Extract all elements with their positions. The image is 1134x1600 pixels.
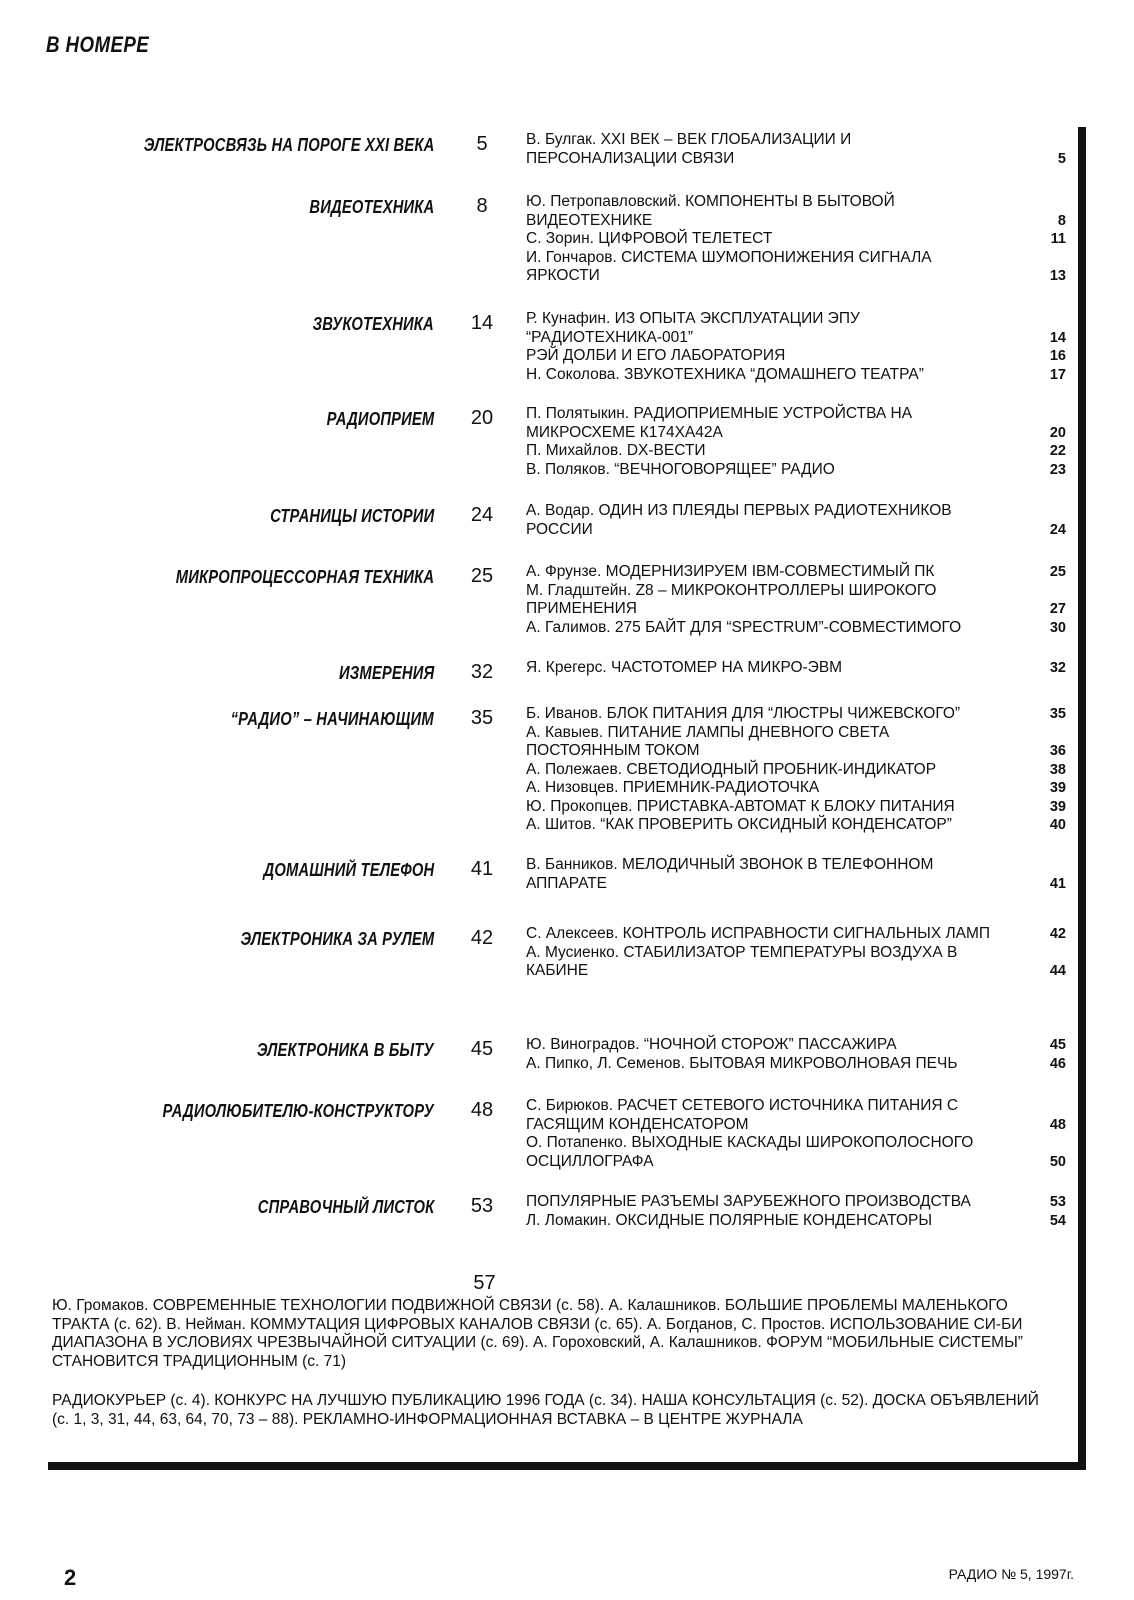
- section-title[interactable]: СТРАНИЦЫ ИСТОРИИ: [269, 506, 434, 526]
- article-title: В. Булгак. XXI ВЕК – ВЕК ГЛОБАЛИЗАЦИИ И ПЕРСОНАЛИЗАЦИИ СВЯЗИ: [526, 131, 852, 167]
- article-entry[interactable]: [526, 442, 1066, 461]
- article-list: [526, 193, 1066, 286]
- article-title: А. Водар. ОДИН ИЗ ПЛЕЯДЫ ПЕРВЫХ РАДИОТЕХНИКОВ РОССИИ: [526, 502, 952, 538]
- section-page-number: 14: [470, 312, 494, 334]
- article-title: П. Полятыкин. РАДИОПРИЕМНЫЕ УСТРОЙСТВА НА МИКРОСХЕМЕ К174ХА42А: [526, 405, 913, 441]
- article-entry[interactable]: [526, 405, 1066, 442]
- misc-rubrics-text: РАДИОКУРЬЕР (с. 4). КОНКУРС НА ЛУЧШУЮ ПУБЛИКАЦИЮ 1996 ГОДА (с. 34). НАША КОНСУЛЬТАЦИЯ (с. 52). ДОСКА ОБЪЯВЛЕНИЙ (с. 1, 3, 31, 44, 63, 64, 70, 73 – 88). РЕКЛАМНО-ИНФОРМАЦИОННАЯ ВСТАВКА – В ЦЕНТРЕ ЖУРНАЛА: [52, 1392, 1039, 1428]
- article-entry[interactable]: [526, 1055, 1066, 1074]
- article-entry[interactable]: [526, 798, 1066, 817]
- article-page-number: 36: [1049, 743, 1066, 759]
- article-page-number: 40: [1049, 817, 1066, 833]
- section-page-number: 41: [470, 858, 494, 880]
- article-entry[interactable]: [526, 1212, 1066, 1231]
- section-title[interactable]: ЭЛЕКТРОНИКА ЗА РУЛЕМ: [240, 929, 434, 949]
- article-page-number: 22: [1049, 443, 1066, 459]
- article-entry[interactable]: [526, 347, 1066, 366]
- article-title: А. Низовцев. ПРИЕМНИК-РАДИОТОЧКА: [526, 779, 820, 796]
- section-page-number: 53: [470, 1195, 494, 1217]
- article-title: С. Алексеев. КОНТРОЛЬ ИСПРАВНОСТИ СИГНАЛЬНЫХ ЛАМП: [526, 925, 991, 942]
- section-title[interactable]: “РАДИО” – НАЧИНАЮЩИМ: [230, 709, 434, 729]
- section-title[interactable]: ДОМАШНИЙ ТЕЛЕФОН: [263, 860, 434, 880]
- article-title: А. Шитов. “КАК ПРОВЕРИТЬ ОКСИДНЫЙ КОНДЕНСАТОР”: [526, 816, 952, 833]
- article-title: Н. Соколова. ЗВУКОТЕХНИКА “ДОМАШНЕГО ТЕАТРА”: [526, 365, 924, 383]
- issue-info: РАДИО № 5, 1997г.: [948, 1566, 1074, 1582]
- section-page-number: 45: [470, 1038, 494, 1060]
- article-entry[interactable]: [526, 944, 1066, 981]
- article-list: [526, 1097, 1066, 1171]
- article-page-number: 13: [1049, 268, 1066, 284]
- article-title: А. Пипко, Л. Семенов. БЫТОВАЯ МИКРОВОЛНОВАЯ ПЕЧЬ: [526, 1054, 958, 1072]
- section-title[interactable]: СПРАВОЧНЫЙ ЛИСТОК: [257, 1197, 434, 1217]
- extra-section-page-number: 57: [473, 1272, 496, 1294]
- article-list: [526, 1036, 1066, 1073]
- section-title[interactable]: РАДИОЛЮБИТЕЛЮ-КОНСТРУКТОРУ: [162, 1101, 434, 1121]
- article-title: А. Полежаев. СВЕТОДИОДНЫЙ ПРОБНИК-ИНДИКАТОР: [526, 760, 937, 778]
- section-title[interactable]: ЗВУКОТЕХНИКА: [312, 314, 434, 334]
- article-entry[interactable]: [526, 705, 1066, 724]
- article-list: [526, 563, 1066, 637]
- article-entry[interactable]: [526, 366, 1066, 385]
- article-page-number: 46: [1049, 1055, 1066, 1072]
- section-page-number: 48: [470, 1099, 494, 1121]
- section-title[interactable]: ЭЛЕКТРОСВЯЗЬ НА ПОРОГЕ XXI ВЕКА: [143, 135, 434, 155]
- article-title: Б. Иванов. БЛОК ПИТАНИЯ ДЛЯ “ЛЮСТРЫ ЧИЖЕВСКОГО”: [526, 705, 961, 722]
- article-title: А. Мусиенко. СТАБИЛИЗАТОР ТЕМПЕРАТУРЫ ВОЗДУХА В КАБИНЕ: [526, 943, 958, 979]
- article-page-number: 5: [1057, 150, 1066, 167]
- article-page-number: 27: [1049, 601, 1066, 617]
- section-page-number: 25: [470, 565, 494, 587]
- article-list: [526, 659, 1066, 678]
- article-list: [526, 405, 1066, 479]
- article-title: Ю. Петропавловский. КОМПОНЕНТЫ В БЫТОВОЙ ВИДЕОТЕХНИКЕ: [526, 193, 895, 229]
- section-page-number: 8: [476, 195, 488, 217]
- article-page-number: 30: [1049, 619, 1066, 636]
- section-page-number: 20: [470, 407, 494, 429]
- article-entry[interactable]: [526, 724, 1066, 761]
- article-page-number: 11: [1050, 231, 1066, 247]
- article-title: Л. Ломакин. ОКСИДНЫЕ ПОЛЯРНЫЕ КОНДЕНСАТОРЫ: [526, 1211, 933, 1229]
- article-title: А. Фрунзе. МОДЕРНИЗИРУЕМ IBM-СОВМЕСТИМЫЙ ПК: [526, 563, 935, 580]
- article-entry[interactable]: [526, 193, 1066, 230]
- section-title[interactable]: МИКРОПРОЦЕССОРНАЯ ТЕХНИКА: [175, 567, 434, 587]
- bottom-horizontal-rule: [48, 1462, 1086, 1470]
- article-title: И. Гончаров. СИСТЕМА ШУМОПОНИЖЕНИЯ СИГНАЛА ЯРКОСТИ: [526, 248, 932, 284]
- article-entry[interactable]: [526, 1097, 1066, 1134]
- article-entry[interactable]: [526, 925, 1066, 944]
- article-title: П. Михайлов. DX-ВЕСТИ: [526, 442, 706, 459]
- article-page-number: 42: [1049, 926, 1066, 942]
- article-entry[interactable]: [526, 659, 1066, 678]
- article-entry[interactable]: [526, 582, 1066, 619]
- article-entry[interactable]: [526, 230, 1066, 249]
- article-title: Р. Кунафин. ИЗ ОПЫТА ЭКСПЛУАТАЦИИ ЭПУ “РАДИОТЕХНИКА-001”: [526, 310, 860, 346]
- article-page-number: 39: [1049, 798, 1066, 815]
- article-title: В. Поляков. “ВЕЧНОГОВОРЯЩЕЕ” РАДИО: [526, 460, 835, 478]
- article-entry[interactable]: [526, 779, 1066, 798]
- article-title: Ю. Прокопцев. ПРИСТАВКА-АВТОМАТ К БЛОКУ ПИТАНИЯ: [526, 797, 955, 815]
- section-title[interactable]: ИЗМЕРЕНИЯ: [338, 663, 434, 683]
- folio-page-number: 2: [64, 1565, 77, 1590]
- article-title: О. Потапенко. ВЫХОДНЫЕ КАСКАДЫ ШИРОКОПОЛОСНОГО ОСЦИЛЛОГРАФА: [526, 1134, 974, 1170]
- article-title: В. Банников. МЕЛОДИЧНЫЙ ЗВОНОК В ТЕЛЕФОННОМ АППАРАТЕ: [526, 856, 934, 892]
- article-entry[interactable]: [526, 816, 1066, 835]
- article-page-number: 17: [1049, 366, 1066, 383]
- article-page-number: 8: [1057, 212, 1066, 229]
- section-page-number: 35: [470, 707, 494, 729]
- article-page-number: 48: [1049, 1116, 1066, 1133]
- article-entry[interactable]: [526, 131, 1066, 168]
- article-page-number: 54: [1049, 1212, 1066, 1229]
- article-page-number: 41: [1049, 875, 1066, 892]
- section-title[interactable]: РАДИОПРИЕМ: [326, 409, 434, 429]
- article-entry[interactable]: [526, 1134, 1066, 1171]
- section-title[interactable]: ЭЛЕКТРОНИКА В БЫТУ: [257, 1040, 434, 1060]
- article-page-number: 35: [1049, 706, 1066, 722]
- article-page-number: 16: [1049, 348, 1066, 364]
- article-page-number: 32: [1049, 660, 1066, 676]
- article-entry[interactable]: [526, 1193, 1066, 1212]
- article-list: [526, 925, 1066, 981]
- article-list: [526, 502, 1066, 539]
- article-entry[interactable]: [526, 249, 1066, 286]
- article-title: ПОПУЛЯРНЫЕ РАЗЪЕМЫ ЗАРУБЕЖНОГО ПРОИЗВОДСТВА: [526, 1193, 971, 1210]
- article-page-number: 44: [1049, 963, 1066, 979]
- article-title: А. Кавыев. ПИТАНИЕ ЛАМПЫ ДНЕВНОГО СВЕТА ПОСТОЯННЫМ ТОКОМ: [526, 723, 890, 759]
- article-list: [526, 705, 1066, 835]
- article-entry[interactable]: [526, 761, 1066, 780]
- article-page-number: 39: [1049, 780, 1066, 796]
- article-title: А. Галимов. 275 БАЙТ ДЛЯ “SPECTRUM”-СОВМЕСТИМОГО: [526, 618, 962, 636]
- article-title: С. Бирюков. РАСЧЕТ СЕТЕВОГО ИСТОЧНИКА ПИТАНИЯ С ГАСЯЩИМ КОНДЕНСАТОРОМ: [526, 1097, 959, 1133]
- article-entry[interactable]: [526, 1036, 1066, 1055]
- article-list: [526, 310, 1066, 384]
- article-entry[interactable]: [526, 310, 1066, 347]
- article-title: РЭЙ ДОЛБИ И ЕГО ЛАБОРАТОРИЯ: [526, 347, 786, 364]
- article-entry[interactable]: [526, 619, 1066, 638]
- article-list: [526, 856, 1066, 893]
- article-page-number: 23: [1049, 461, 1066, 478]
- section-page-number: 24: [470, 504, 494, 526]
- section-page-number: 5: [476, 133, 488, 155]
- article-entry[interactable]: [526, 856, 1066, 893]
- section-page-number: 42: [470, 927, 494, 949]
- article-list: [526, 1193, 1066, 1230]
- article-entry[interactable]: [526, 563, 1066, 582]
- article-list: [526, 131, 1066, 168]
- section-page-number: 32: [470, 661, 494, 683]
- page-heading: В НОМЕРЕ: [46, 32, 150, 57]
- extra-section-text: Ю. Громаков. СОВРЕМЕННЫЕ ТЕХНОЛОГИИ ПОДВИЖНОЙ СВЯЗИ (с. 58). А. Калашников. БОЛЬШИЕ ПРОБЛЕМЫ МАЛЕНЬКОГО ТРАКТА (с. 62). В. Нейман. КОММУТАЦИЯ ЦИФРОВЫХ КАНАЛОВ СВЯЗИ (с. 65). А. Богданов, С. Простов. ИСПОЛЬЗОВАНИЕ СИ-БИ ДИАПАЗОНА В УСЛОВИЯХ ЧРЕЗВЫЧАЙНОЙ СИТУАЦИИ (с. 69). А. Гороховский, А. Калашников. ФОРУМ “МОБИЛЬНЫЕ СИСТЕМЫ” СТАНОВИТСЯ ТРАДИЦИОННЫМ (с. 71): [52, 1297, 1023, 1370]
- article-title: С. Зорин. ЦИФРОВОЙ ТЕЛЕТЕСТ: [526, 230, 773, 247]
- article-entry[interactable]: [526, 502, 1066, 539]
- article-title: М. Гладштейн. Z8 – МИКРОКОНТРОЛЛЕРЫ ШИРОКОГО ПРИМЕНЕНИЯ: [526, 581, 937, 617]
- article-page-number: 25: [1049, 564, 1066, 580]
- article-page-number: 53: [1049, 1194, 1066, 1210]
- article-page-number: 45: [1049, 1037, 1066, 1053]
- article-title: Ю. Виноградов. “НОЧНОЙ СТОРОЖ” ПАССАЖИРА: [526, 1036, 897, 1053]
- article-entry[interactable]: [526, 461, 1066, 480]
- article-page-number: 14: [1049, 329, 1066, 346]
- article-page-number: 20: [1049, 424, 1066, 441]
- article-page-number: 38: [1049, 761, 1066, 778]
- article-page-number: 24: [1049, 521, 1066, 538]
- section-title[interactable]: ВИДЕОТЕХНИКА: [309, 197, 434, 217]
- article-page-number: 50: [1049, 1153, 1066, 1170]
- right-vertical-rule: [1078, 127, 1086, 1469]
- article-title: Я. Крегерс. ЧАСТОТОМЕР НА МИКРО-ЭВМ: [526, 659, 843, 676]
